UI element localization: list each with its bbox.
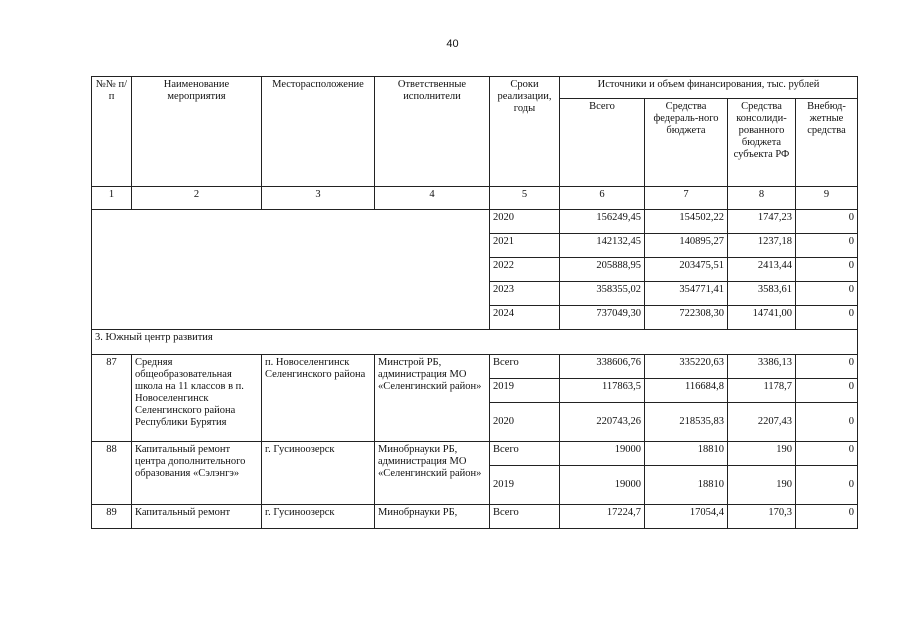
item-number: 87	[92, 355, 132, 442]
federal-cell: 354771,41	[645, 282, 728, 306]
total-cell: 19000	[560, 442, 645, 466]
extra-cell: 0	[796, 379, 858, 403]
extra-cell: 0	[796, 505, 858, 529]
federal-cell: 218535,83	[645, 403, 728, 442]
federal-cell: 18810	[645, 466, 728, 505]
regional-cell: 1178,7	[728, 379, 796, 403]
federal-cell: 335220,63	[645, 355, 728, 379]
regional-cell: 190	[728, 442, 796, 466]
column-number: 6	[560, 187, 645, 210]
header-row	[92, 77, 858, 99]
federal-cell: 18810	[645, 442, 728, 466]
regional-cell: 3583,61	[728, 282, 796, 306]
year-cell: Всего	[490, 505, 560, 529]
header-financing: Источники и объем финансирования, тыс. рублей	[560, 77, 858, 99]
total-cell: 156249,45	[560, 210, 645, 234]
section-row	[92, 330, 858, 355]
header-regional: Средства консолиди-рованного бюджета субъекта РФ	[728, 99, 796, 187]
item-location: п. Новоселенгинск Селенгинского района	[262, 355, 375, 442]
regional-cell: 14741,00	[728, 306, 796, 330]
item-executors: Минобрнауки РБ,	[375, 505, 490, 529]
regional-cell: 1237,18	[728, 234, 796, 258]
table-row	[92, 442, 858, 466]
header-num: №№ п/п	[92, 77, 132, 187]
column-numbers-row	[92, 187, 858, 210]
column-number: 5	[490, 187, 560, 210]
summary-row	[92, 210, 858, 234]
year-cell: 2023	[490, 282, 560, 306]
column-number: 3	[262, 187, 375, 210]
federal-cell: 203475,51	[645, 258, 728, 282]
summary-empty-cell	[92, 210, 490, 330]
item-location: г. Гусиноозерск	[262, 505, 375, 529]
column-number: 7	[645, 187, 728, 210]
regional-cell: 170,3	[728, 505, 796, 529]
regional-cell: 3386,13	[728, 355, 796, 379]
total-cell: 19000	[560, 466, 645, 505]
header-total: Всего	[560, 99, 645, 187]
item-name: Средняя общеобразовательная школа на 11 классов в п. Новоселенгинск Селенгинского района Республики Бурятия	[132, 355, 262, 442]
column-number: 8	[728, 187, 796, 210]
year-cell: 2020	[490, 210, 560, 234]
header-executors: Ответственные исполнители	[375, 77, 490, 187]
regional-cell: 190	[728, 466, 796, 505]
column-number: 4	[375, 187, 490, 210]
header-extra: Внебюд-жетные средства	[796, 99, 858, 187]
regional-cell: 1747,23	[728, 210, 796, 234]
year-cell: 2022	[490, 258, 560, 282]
header-name: Наименование мероприятия	[132, 77, 262, 187]
total-cell: 338606,76	[560, 355, 645, 379]
regional-cell: 2207,43	[728, 403, 796, 442]
total-cell: 737049,30	[560, 306, 645, 330]
total-cell: 220743,26	[560, 403, 645, 442]
column-number: 9	[796, 187, 858, 210]
federal-cell: 154502,22	[645, 210, 728, 234]
item-name: Капитальный ремонт	[132, 505, 262, 529]
extra-cell: 0	[796, 466, 858, 505]
extra-cell: 0	[796, 282, 858, 306]
item-number: 89	[92, 505, 132, 529]
year-cell: Всего	[490, 442, 560, 466]
financing-table	[91, 76, 858, 529]
total-cell: 117863,5	[560, 379, 645, 403]
extra-cell: 0	[796, 442, 858, 466]
year-cell: 2020	[490, 403, 560, 442]
total-cell: 205888,95	[560, 258, 645, 282]
item-name: Капитальный ремонт центра дополнительного образования «Сэлэнгэ»	[132, 442, 262, 505]
header-location: Месторасположение	[262, 77, 375, 187]
federal-cell: 722308,30	[645, 306, 728, 330]
column-number: 1	[92, 187, 132, 210]
year-cell: 2019	[490, 379, 560, 403]
table-row	[92, 355, 858, 379]
extra-cell: 0	[796, 403, 858, 442]
regional-cell: 2413,44	[728, 258, 796, 282]
total-cell: 142132,45	[560, 234, 645, 258]
column-number: 2	[132, 187, 262, 210]
federal-cell: 17054,4	[645, 505, 728, 529]
header-terms: Сроки реализации, годы	[490, 77, 560, 187]
federal-cell: 140895,27	[645, 234, 728, 258]
extra-cell: 0	[796, 234, 858, 258]
year-cell: Всего	[490, 355, 560, 379]
item-executors: Минстрой РБ, администрация МО «Селенгинский район»	[375, 355, 490, 442]
header-federal: Средства федераль-ного бюджета	[645, 99, 728, 187]
extra-cell: 0	[796, 210, 858, 234]
extra-cell: 0	[796, 258, 858, 282]
item-location: г. Гусиноозерск	[262, 442, 375, 505]
section-title: 3. Южный центр развития	[92, 330, 858, 355]
total-cell: 17224,7	[560, 505, 645, 529]
item-number: 88	[92, 442, 132, 505]
year-cell: 2019	[490, 466, 560, 505]
year-cell: 2021	[490, 234, 560, 258]
item-executors: Минобрнауки РБ, администрация МО «Селенгинский район»	[375, 442, 490, 505]
year-cell: 2024	[490, 306, 560, 330]
page-number: 40	[446, 38, 459, 50]
total-cell: 358355,02	[560, 282, 645, 306]
table-row	[92, 505, 858, 529]
extra-cell: 0	[796, 306, 858, 330]
extra-cell: 0	[796, 355, 858, 379]
federal-cell: 116684,8	[645, 379, 728, 403]
